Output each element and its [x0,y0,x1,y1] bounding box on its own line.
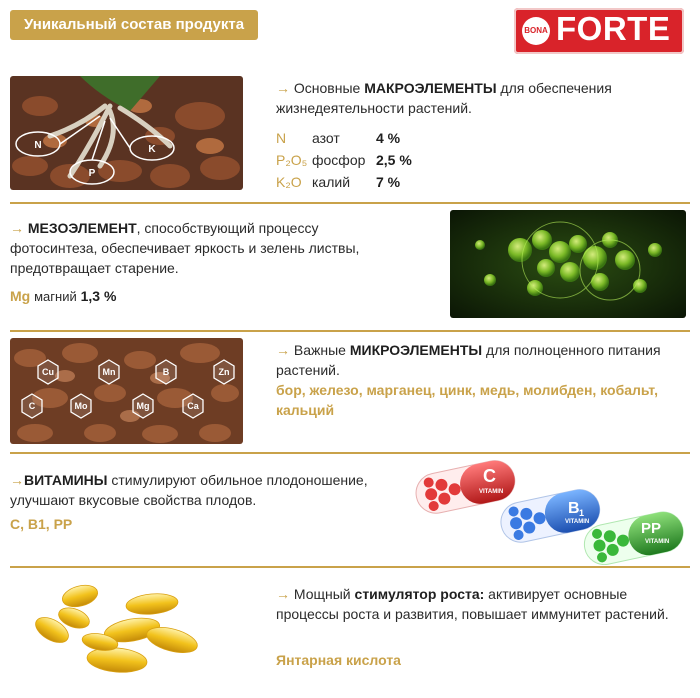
arrow-icon: → [10,472,24,488]
hex-label-b: B [162,367,170,377]
capsule-sub-c: VITAMIN [479,489,504,495]
arrow-icon: → [276,80,290,96]
macro-row-p: P₂O₅ фосфор 2,5 % [276,152,412,168]
micro-list: бор, железо, марганец, цинк, медь, молибден, кобальт, кальций [276,382,658,418]
bark-image [10,338,243,444]
capsule-letter-b: B [568,500,580,517]
arrow-icon: → [276,586,290,602]
hex-label-ca: Ca [187,401,199,411]
meso-description: → МЕЗОЭЛЕМЕНТ, способствующий процессу фотосинтеза, обеспечивает яркость и зелень листвы, предотвращает старение. [10,220,360,276]
macro-description: → Основные МАКРОЭЛЕМЕНТЫ для обеспечения жизнедеятельности растений. [276,80,612,116]
hex-label-mg: Mg [136,401,150,411]
header-title: Уникальный состав продукта [10,10,258,40]
macro-row-n: N азот 4 % [276,130,401,146]
meso-row: Mg магний 1,3 % [10,288,117,304]
capsule-letter-pp: PP [641,520,662,537]
roots-label-n: N [34,140,42,151]
hex-label-mo: Mo [74,401,88,411]
hex-label-mn: Mn [102,367,116,377]
hex-label-cu: Cu [42,367,54,377]
amber-capsules-image [22,578,222,688]
vitamins-description: →ВИТАМИНЫ стимулируют обильное плодоношение, улучшают вкусовые свойства плодов. [10,472,368,508]
divider [10,566,690,568]
logo-brand-text: FORTE [556,10,671,47]
divider [10,330,690,332]
capsule-sub-pp: VITAMIN [645,539,670,545]
arrow-icon: → [10,220,24,236]
divider [10,202,690,204]
roots-label-p: P [88,168,96,179]
logo-small-text: BONA [522,17,550,45]
macro-row-k: K₂O калий 7 % [276,174,401,190]
hex-label-c: C [28,401,36,411]
vitamins-list: С, В1, РР [10,516,73,532]
arrow-icon: → [276,342,290,358]
chlorophyll-image [450,210,686,318]
roots-label-k: K [148,144,156,155]
vitamin-capsules-image [405,455,690,565]
stimulator-name: Янтарная кислота [276,652,401,668]
divider [10,452,690,454]
roots-image [10,76,243,190]
bona-forte-logo [514,8,684,54]
capsule-sub-b1: 1 [579,508,585,518]
capsule-letter-c: C [483,466,496,486]
hex-label-zn: Zn [218,367,230,377]
micro-description: → Важные МИКРОЭЛЕМЕНТЫ для полноценного питания растений. [276,342,661,378]
stimulator-description: → Мощный стимулятор роста: активирует основные процессы роста и развития, повышает иммунитет растений. [276,586,669,622]
capsule-sub-b: VITAMIN [565,519,590,525]
